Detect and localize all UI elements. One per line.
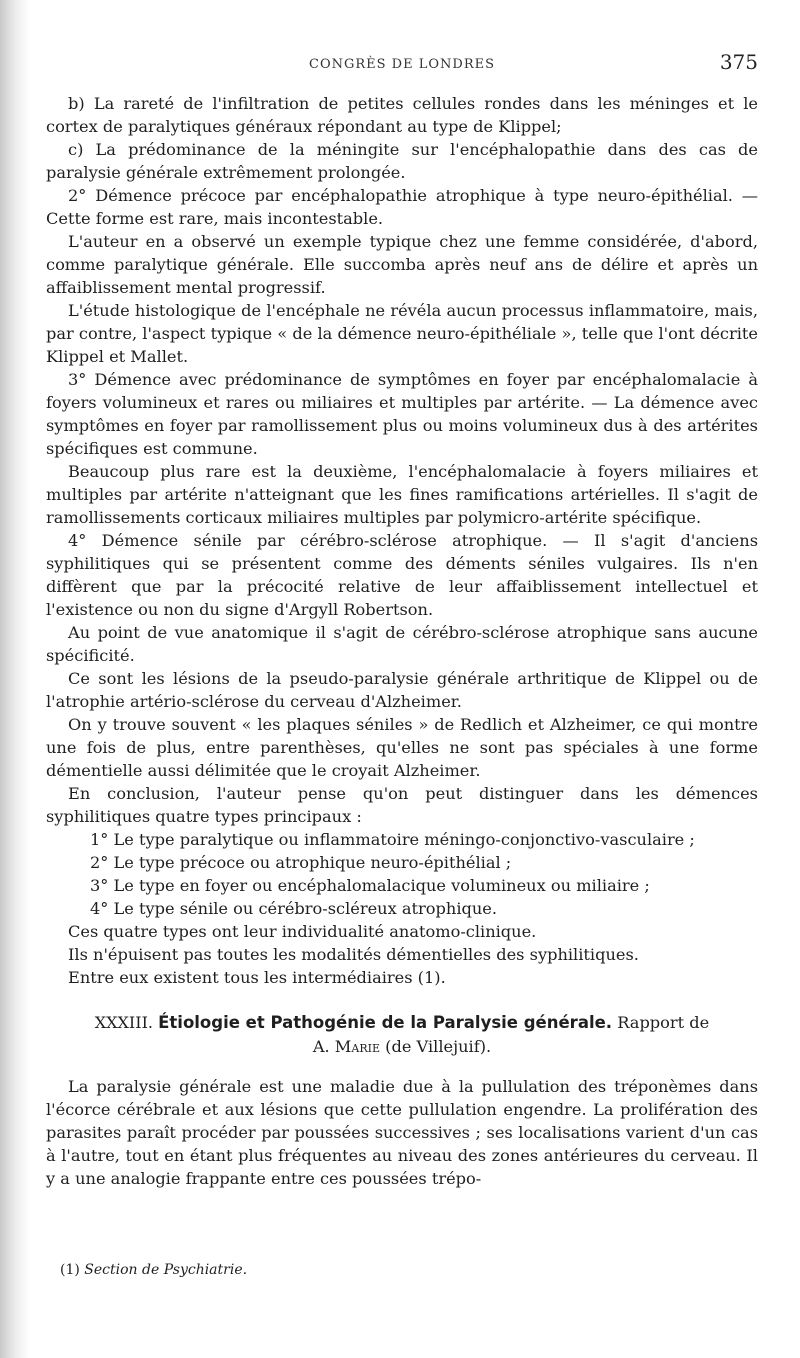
paragraph: Beaucoup plus rare est la deuxième, l'encéphalomalacie à foyers miliaires et multiples par artérite n'atteignant que les fines ramifications artérielles. Il s'agit de ramollissements corticaux miliaires multiples par polymicro-artérite spécifique. xyxy=(46,462,758,527)
running-title: CONGRÈS DE LONDRES xyxy=(309,57,495,72)
paragraph-conclusion: En conclusion, l'auteur pense qu'on peut distinguer dans les démences syphilitiques quatre types principaux : xyxy=(46,784,758,826)
section-heading xyxy=(46,1011,758,1059)
paragraph: L'auteur en a observé un exemple typique chez une femme considérée, d'abord, comme paralytique générale. Elle succomba après neuf ans de délire et après un affaiblissement mental progressif. xyxy=(46,232,758,297)
paragraph-c: c) La prédominance de la méningite sur l'encéphalopathie dans des cas de paralysie générale extrêmement prolongée. xyxy=(46,140,758,182)
paragraph: Entre eux existent tous les intermédiaires (1). xyxy=(68,968,446,987)
footnote-text: Section de Psychiatrie. xyxy=(84,1262,248,1278)
list-item: 4° Le type sénile ou cérébro-scléreux atrophique. xyxy=(90,899,498,918)
page-shadow-edge xyxy=(0,0,30,1358)
paragraph-type-2: 2° Démence précoce par encéphalopathie atrophique à type neuro-épithélial. — Cette forme est rare, mais incontestable. xyxy=(46,186,758,228)
paragraph: L'étude histologique de l'encéphale ne révéla aucun processus inflammatoire, mais, par contre, l'aspect typique « de la démence neuro-épithéliale », telle que l'ont décrite Klippel et Mallet. xyxy=(46,301,758,366)
page-header xyxy=(46,50,758,80)
paragraph: On y trouve souvent « les plaques séniles » de Redlich et Alzheimer, ce qui montre une fois de plus, entre parenthèses, qu'elles ne sont pas spéciales à une forme démentielle aussi délimitée que le croyait Alzheimer. xyxy=(46,715,758,780)
list-item: 3° Le type en foyer ou encéphalomalacique volumineux ou miliaire ; xyxy=(90,876,650,895)
list-item: 2° Le type précoce ou atrophique neuro-épithélial ; xyxy=(90,853,512,872)
spacer xyxy=(46,1063,758,1075)
footnote-marker: (1) xyxy=(60,1262,80,1278)
paragraph-type-3: 3° Démence avec prédominance de symptômes en foyer par encéphalomalacie à foyers volumineux et rares ou miliaires et multiples par artérite. — La démence avec symptômes en foyer par ramollissement plus ou moins volumineux dus à des artérites spécifiques est commune. xyxy=(46,370,758,458)
list-item: 1° Le type paralytique ou inflammatoire méningo-conjonctivo-vasculaire ; xyxy=(90,830,695,849)
section-title: Étiologie et Pathogénie de la Paralysie générale. xyxy=(158,1013,613,1032)
section-author: A. Marie xyxy=(312,1037,380,1056)
book-page xyxy=(46,0,758,1358)
report-label: Rapport de xyxy=(617,1013,710,1032)
paragraph-b: b) La rareté de l'infiltration de petites cellules rondes dans les méninges et le cortex de paralytiques généraux répondant au type de Klippel; xyxy=(46,94,758,136)
body-text xyxy=(46,92,758,1190)
footnote xyxy=(60,1262,247,1278)
paragraph: Ces quatre types ont leur individualité anatomo-clinique. xyxy=(68,922,537,941)
paragraph-type-4: 4° Démence sénile par cérébro-sclérose atrophique. — Il s'agit d'anciens syphilitiques qui se présentent comme des déments séniles vulgaires. Ils n'en diffèrent que par la précocité relative de leur affaiblissement intellectuel et l'existence ou non du signe d'Argyll Robertson. xyxy=(46,531,758,619)
paragraph: Ils n'épuisent pas toutes les modalités démentielles des syphilitiques. xyxy=(68,945,639,964)
section-location: (de Villejuif). xyxy=(385,1037,492,1056)
paragraph: Au point de vue anatomique il s'agit de cérébro-sclérose atrophique sans aucune spécificité. xyxy=(46,623,758,665)
paragraph: Ce sont les lésions de la pseudo-paralysie générale arthritique de Klippel ou de l'atrophie artério-sclérose du cerveau d'Alzheimer. xyxy=(46,669,758,711)
section-paragraph: La paralysie générale est une maladie due à la pullulation des tréponèmes dans l'écorce cérébrale et aux lésions que cette pullulation engendre. La prolifération des parasites paraît procéder par poussées successives ; ses localisations varient d'un cas à l'autre, tout en étant plus fréquentes au niveau des zones antérieures du cerveau. Il y a une analogie frappante entre ces poussées trépo- xyxy=(46,1077,758,1188)
page-number: 375 xyxy=(719,50,758,74)
section-number: XXXIII. xyxy=(94,1013,153,1032)
